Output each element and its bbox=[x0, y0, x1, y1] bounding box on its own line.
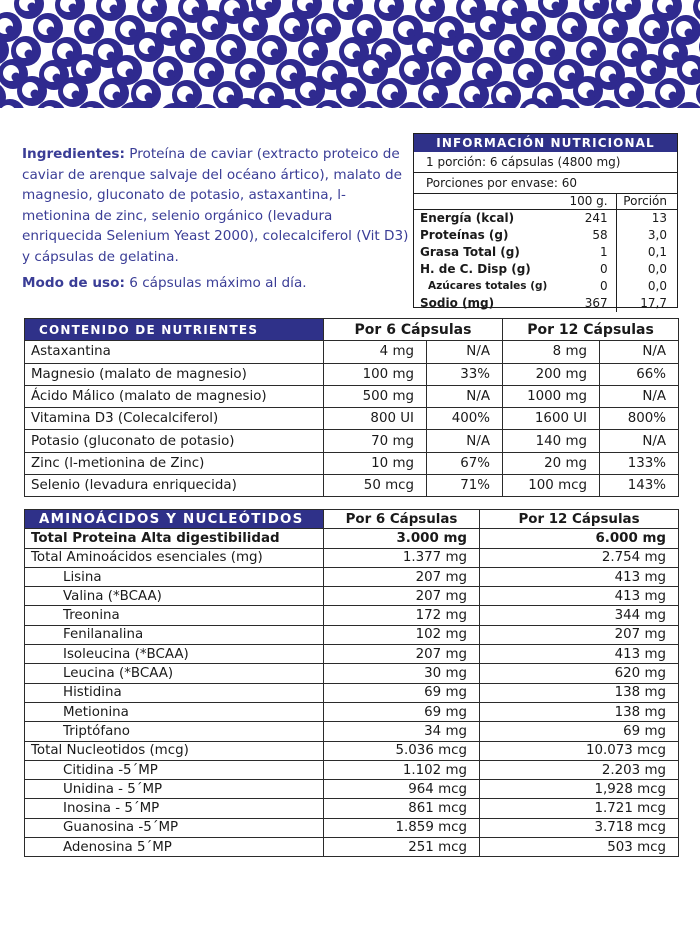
nutrients-rows bbox=[25, 341, 679, 497]
table-row bbox=[25, 363, 679, 385]
nutrients-col6-header: Por 6 Cápsulas bbox=[324, 319, 503, 341]
caviar-bead-icon bbox=[74, 14, 104, 44]
value-per-portion: 0,0 bbox=[616, 261, 677, 278]
amino-name: Triptófano bbox=[25, 722, 324, 741]
amino-name: Leucina (*BCAA) bbox=[25, 664, 324, 683]
amount-6-capsules: 34 mg bbox=[324, 722, 480, 741]
amino-acids-table bbox=[24, 509, 679, 857]
amino-col12-header: Por 12 Cápsulas bbox=[480, 510, 679, 529]
caviar-bead-icon bbox=[336, 77, 366, 107]
servings-per-container: Porciones por envase: 60 bbox=[414, 173, 677, 194]
nutrient-name: Energía (kcal) bbox=[420, 211, 515, 225]
amount-12-capsules: 2.754 mg bbox=[480, 548, 679, 567]
amount-12-capsules: 413 mg bbox=[480, 645, 679, 664]
amino-col6-header: Por 6 Cápsulas bbox=[324, 510, 480, 529]
amino-name: Lisina bbox=[25, 567, 324, 586]
amount-6-capsules: 50 mcg bbox=[324, 475, 427, 497]
amount-6-capsules: 251 mcg bbox=[324, 838, 480, 857]
table-row bbox=[25, 567, 679, 586]
amount-6-capsules: 964 mcg bbox=[324, 780, 480, 799]
nutrient-name: Azúcares totales (g) bbox=[428, 280, 548, 292]
nutrients-title: CONTENIDO DE NUTRIENTES bbox=[25, 319, 324, 341]
nutrition-row bbox=[414, 244, 677, 261]
nutrition-facts-box bbox=[413, 133, 678, 308]
caviar-bead-icon bbox=[216, 34, 246, 64]
table-row bbox=[25, 408, 679, 430]
table-row bbox=[25, 385, 679, 407]
table-row bbox=[25, 722, 679, 741]
table-row bbox=[25, 683, 679, 702]
caviar-bead-icon bbox=[399, 55, 429, 85]
value-per-100g: 1 bbox=[599, 245, 608, 259]
nutrient-name: Potasio (gluconato de potasio) bbox=[25, 430, 324, 452]
table-row bbox=[25, 452, 679, 474]
amino-name: Valina (*BCAA) bbox=[25, 587, 324, 606]
amount-6-capsules: 1.859 mcg bbox=[324, 818, 480, 837]
amount-12-capsules: 2.203 mg bbox=[480, 760, 679, 779]
amount-12-capsules: 6.000 mg bbox=[480, 529, 679, 548]
caviar-bead-icon bbox=[295, 76, 325, 106]
nutrients-header-row bbox=[25, 319, 679, 341]
amount-12-capsules: 100 mcg bbox=[503, 475, 600, 497]
nutrients-col12-header: Por 12 Cápsulas bbox=[503, 319, 679, 341]
caviar-bead-icon bbox=[33, 13, 63, 43]
amount-12-capsules: 1000 mg bbox=[503, 385, 600, 407]
ingredients-label: Ingredientes: bbox=[22, 146, 125, 162]
usage-text: 6 cápsulas máximo al día. bbox=[124, 275, 307, 291]
nutrient-name: Grasa Total (g) bbox=[420, 245, 520, 259]
caviar-bead-icon bbox=[358, 54, 388, 84]
ingredients-text: Proteína de caviar (extracto proteico de caviar de arenque salvaje del océano ártico), malato de magnesio, gluconato de potasio, astaxantina, l-metionina de zinc, selenio orgánico (levadura enriquecida Selenium Yeast 2000), colecalciferol (Vit D3) y cápsulas de gelatina. bbox=[22, 146, 409, 265]
nutrient-name: Vitamina D3 (Colecalciferol) bbox=[25, 408, 324, 430]
percent-12-capsules: N/A bbox=[600, 385, 679, 407]
percent-6-capsules: 33% bbox=[427, 363, 503, 385]
caviar-bead-icon bbox=[639, 14, 669, 44]
nutrition-row bbox=[414, 227, 677, 244]
caviar-bead-icon bbox=[516, 11, 546, 41]
percent-12-capsules: 133% bbox=[600, 452, 679, 474]
percent-6-capsules: 67% bbox=[427, 452, 503, 474]
amount-6-capsules: 3.000 mg bbox=[324, 529, 480, 548]
caviar-bead-icon bbox=[194, 57, 224, 87]
amount-12-capsules: 503 mcg bbox=[480, 838, 679, 857]
caviar-bead-icon bbox=[535, 35, 565, 65]
nutrition-facts-title: INFORMACIÓN NUTRICIONAL bbox=[414, 134, 677, 152]
caviar-bead-icon bbox=[513, 58, 543, 88]
caviar-bead-icon bbox=[257, 35, 287, 65]
caviar-bead-icon bbox=[58, 77, 88, 107]
caviar-bead-icon bbox=[298, 36, 328, 66]
caviar-bead-icon bbox=[235, 58, 265, 88]
percent-12-capsules: N/A bbox=[600, 430, 679, 452]
usage-label: Modo de uso: bbox=[22, 275, 125, 291]
amount-6-capsules: 5.036 mcg bbox=[324, 741, 480, 760]
nutrition-row bbox=[414, 278, 677, 295]
caviar-bead-icon bbox=[557, 12, 587, 42]
amino-name: Citidina -5´MP bbox=[25, 760, 324, 779]
caviar-bead-icon bbox=[99, 78, 129, 108]
percent-12-capsules: N/A bbox=[600, 341, 679, 363]
table-row bbox=[25, 741, 679, 760]
amino-name: Total Proteina Alta digestibilidad bbox=[25, 529, 324, 548]
serving-size: 1 porción: 6 cápsulas (4800 mg) bbox=[414, 152, 677, 173]
table-row bbox=[25, 625, 679, 644]
caviar-bead-icon bbox=[453, 33, 483, 63]
amount-12-capsules: 413 mg bbox=[480, 567, 679, 586]
caviar-bead-icon bbox=[491, 81, 521, 108]
amino-name: Guanosina -5´MP bbox=[25, 818, 324, 837]
amount-12-capsules: 620 mg bbox=[480, 664, 679, 683]
nutrition-header-row bbox=[414, 194, 677, 210]
value-per-portion: 13 bbox=[616, 210, 677, 228]
nutrient-name: H. de C. Disp (g) bbox=[420, 262, 531, 276]
nutrient-name: Magnesio (malato de magnesio) bbox=[25, 363, 324, 385]
nutrient-name: Sodio (mg) bbox=[420, 296, 495, 310]
amount-12-capsules: 20 mg bbox=[503, 452, 600, 474]
caviar-bead-icon bbox=[377, 78, 407, 108]
caviar-bead-icon bbox=[573, 76, 603, 106]
amino-name: Isoleucina (*BCAA) bbox=[25, 645, 324, 664]
amount-6-capsules: 207 mg bbox=[324, 567, 480, 586]
usage-paragraph bbox=[22, 273, 412, 293]
caviar-bead-icon bbox=[494, 34, 524, 64]
percent-6-capsules: N/A bbox=[427, 385, 503, 407]
amount-6-capsules: 861 mcg bbox=[324, 799, 480, 818]
amount-6-capsules: 207 mg bbox=[324, 645, 480, 664]
caviar-bead-icon bbox=[175, 33, 205, 63]
caviar-bead-icon bbox=[134, 32, 164, 62]
caviar-bead-icon bbox=[598, 13, 628, 43]
amino-name: Adenosina 5´MP bbox=[25, 838, 324, 857]
amount-12-capsules: 207 mg bbox=[480, 625, 679, 644]
amino-name: Inosina - 5´MP bbox=[25, 799, 324, 818]
nutrition-facts-table bbox=[414, 194, 677, 312]
caviar-bead-icon bbox=[153, 56, 183, 86]
table-row bbox=[25, 664, 679, 683]
table-row bbox=[25, 606, 679, 625]
amount-12-capsules: 8 mg bbox=[503, 341, 600, 363]
amount-6-capsules: 69 mg bbox=[324, 683, 480, 702]
percent-12-capsules: 800% bbox=[600, 408, 679, 430]
amount-12-capsules: 1,928 mcg bbox=[480, 780, 679, 799]
amount-12-capsules: 344 mg bbox=[480, 606, 679, 625]
amino-title: AMINOÁCIDOS Y NUCLEÓTIDOS bbox=[25, 510, 324, 529]
amount-6-capsules: 102 mg bbox=[324, 625, 480, 644]
table-row bbox=[25, 838, 679, 857]
caviar-bead-icon bbox=[576, 36, 606, 66]
nutrient-name: Ácido Málico (malato de magnesio) bbox=[25, 385, 324, 407]
table-row bbox=[25, 702, 679, 721]
caviar-bead-icon bbox=[475, 10, 505, 40]
amount-12-capsules: 138 mg bbox=[480, 683, 679, 702]
caviar-bead-icon bbox=[17, 76, 47, 106]
value-per-100g: 0 bbox=[599, 262, 608, 276]
nutrient-name: Proteínas (g) bbox=[420, 228, 509, 242]
value-per-portion: 0,1 bbox=[616, 244, 677, 261]
amount-12-capsules: 69 mg bbox=[480, 722, 679, 741]
nutrients-table bbox=[24, 318, 679, 497]
table-row bbox=[25, 760, 679, 779]
table-row bbox=[25, 529, 679, 548]
caviar-bead-icon bbox=[279, 12, 309, 42]
caviar-bead-icon bbox=[238, 11, 268, 41]
table-row bbox=[25, 780, 679, 799]
table-row bbox=[25, 645, 679, 664]
caviar-bead-icon bbox=[636, 54, 666, 84]
amount-6-capsules: 30 mg bbox=[324, 664, 480, 683]
nutrition-row bbox=[414, 261, 677, 278]
amount-6-capsules: 500 mg bbox=[324, 385, 427, 407]
nutrition-rows bbox=[414, 210, 677, 313]
amount-6-capsules: 800 UI bbox=[324, 408, 427, 430]
amino-name: Treonina bbox=[25, 606, 324, 625]
ingredients-paragraph bbox=[22, 144, 412, 267]
amount-12-capsules: 140 mg bbox=[503, 430, 600, 452]
caviar-pattern-banner bbox=[0, 0, 700, 108]
nutrition-row bbox=[414, 210, 677, 228]
nutrient-name: Selenio (levadura enriquecida) bbox=[25, 475, 324, 497]
col-100g-header: 100 g. bbox=[564, 194, 616, 210]
table-row bbox=[25, 475, 679, 497]
amino-name: Total Aminoácidos esenciales (mg) bbox=[25, 548, 324, 567]
caviar-pattern-icon bbox=[0, 0, 700, 108]
nutrition-row bbox=[414, 295, 677, 312]
value-per-100g: 367 bbox=[584, 296, 608, 310]
amino-name: Total Nucleotidos (mcg) bbox=[25, 741, 324, 760]
nutrient-name: Astaxantina bbox=[25, 341, 324, 363]
amount-12-capsules: 200 mg bbox=[503, 363, 600, 385]
caviar-bead-icon bbox=[614, 77, 644, 107]
amount-12-capsules: 413 mg bbox=[480, 587, 679, 606]
amount-6-capsules: 207 mg bbox=[324, 587, 480, 606]
caviar-bead-icon bbox=[418, 79, 448, 108]
amount-12-capsules: 1.721 mcg bbox=[480, 799, 679, 818]
amino-name: Fenilanalina bbox=[25, 625, 324, 644]
table-row bbox=[25, 430, 679, 452]
percent-6-capsules: 71% bbox=[427, 475, 503, 497]
amount-6-capsules: 1.377 mg bbox=[324, 548, 480, 567]
caviar-bead-icon bbox=[197, 10, 227, 40]
percent-6-capsules: N/A bbox=[427, 430, 503, 452]
amount-6-capsules: 1.102 mg bbox=[324, 760, 480, 779]
table-row bbox=[25, 587, 679, 606]
caviar-bead-icon bbox=[655, 78, 685, 108]
value-per-100g: 0 bbox=[599, 279, 608, 293]
amino-header-row bbox=[25, 510, 679, 529]
amount-6-capsules: 4 mg bbox=[324, 341, 427, 363]
value-per-portion: 17,7 bbox=[616, 295, 677, 312]
amino-rows bbox=[25, 529, 679, 857]
table-row bbox=[25, 818, 679, 837]
amount-12-capsules: 10.073 mcg bbox=[480, 741, 679, 760]
value-per-100g: 241 bbox=[584, 211, 608, 225]
nutrient-name: Zinc (l-metionina de Zinc) bbox=[25, 452, 324, 474]
amino-name: Metionina bbox=[25, 702, 324, 721]
value-per-100g: 58 bbox=[592, 228, 608, 242]
value-per-portion: 0,0 bbox=[616, 278, 677, 295]
amount-6-capsules: 100 mg bbox=[324, 363, 427, 385]
amount-6-capsules: 172 mg bbox=[324, 606, 480, 625]
table-row bbox=[25, 548, 679, 567]
percent-12-capsules: 66% bbox=[600, 363, 679, 385]
amount-12-capsules: 138 mg bbox=[480, 702, 679, 721]
amount-6-capsules: 69 mg bbox=[324, 702, 480, 721]
table-row bbox=[25, 799, 679, 818]
amount-6-capsules: 70 mg bbox=[324, 430, 427, 452]
amino-name: Unidina - 5´MP bbox=[25, 780, 324, 799]
value-per-portion: 3,0 bbox=[616, 227, 677, 244]
table-row bbox=[25, 341, 679, 363]
percent-6-capsules: 400% bbox=[427, 408, 503, 430]
amount-6-capsules: 10 mg bbox=[324, 452, 427, 474]
percent-12-capsules: 143% bbox=[600, 475, 679, 497]
amount-12-capsules: 3.718 mcg bbox=[480, 818, 679, 837]
col-portion-header: Porción bbox=[616, 194, 677, 210]
percent-6-capsules: N/A bbox=[427, 341, 503, 363]
amino-name: Histidina bbox=[25, 683, 324, 702]
amount-12-capsules: 1600 UI bbox=[503, 408, 600, 430]
caviar-bead-icon bbox=[0, 12, 22, 42]
